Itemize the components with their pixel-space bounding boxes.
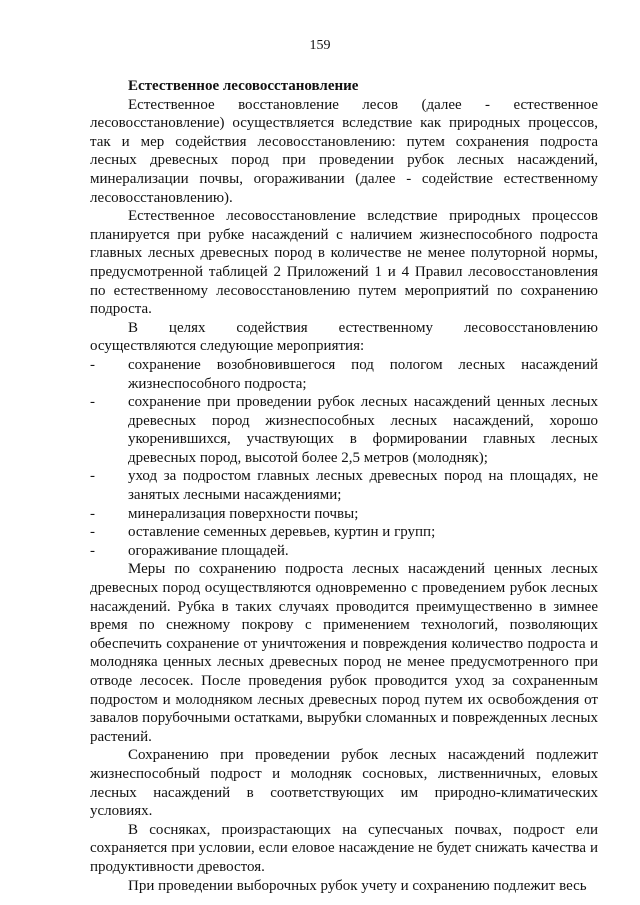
document-body — [90, 77, 598, 895]
list-item-text: сохранение возобновившегося под пологом лесных насаждений жизнеспособного подроста; — [128, 356, 598, 392]
bullet-marker: - — [90, 524, 95, 541]
bullet-marker: - — [90, 542, 95, 559]
bullet-marker: - — [90, 468, 95, 485]
bullet-marker: - — [90, 394, 95, 411]
list-item — [90, 505, 598, 524]
section-heading: Естественное лесовосстановление — [128, 78, 359, 94]
list-item — [90, 467, 598, 504]
bullet-marker: - — [90, 356, 95, 373]
paragraph: Естественное восстановление лесов (далее - естественное лесовосстановление) осуществляется вследствие как природных процессов, так и мер содействия лесовосстановлению: путем сохранения подроста лесных древесных пород при проведении рубок лесных насаждений, минерализации почвы, огораживании (далее - содействие естественному лесовосстановлению). — [90, 96, 598, 206]
list-item-text: уход за подростом главных лесных древесных пород на площадях, не занятых лесными насаждениями; — [128, 468, 598, 504]
paragraph: Меры по сохранению подроста лесных насаждений ценных лесных древесных пород осуществляются одновременно с проведением рубок лесных насаждений. Рубка в таких случаях проводится преимущественно в зимнее время по снежному покрову с применением технологий, позволяющих обеспечить сохранение от уничтожения и повреждения количество подроста и молодняка ценных лесных древесных пород не менее предусмотренного при отводе лесосек. После проведения рубок проводится уход за сохраненным подростом и молодняком лесных древесных пород путем их освобождения от завалов порубочными остатками, вырубки сломанных и поврежденных лесных растений. — [90, 561, 598, 745]
paragraph: Сохранению при проведении рубок лесных насаждений подлежит жизнеспособный подрост и молодняк сосновых, лиственничных, еловых лесных насаждений в соответствующих им природно-климатических условиях. — [90, 747, 598, 820]
paragraph: При проведении выборочных рубок учету и сохранению подлежит весь — [128, 877, 587, 894]
bullet-marker: - — [90, 505, 95, 522]
list-item-text: оставление семенных деревьев, куртин и групп; — [128, 524, 436, 541]
list-item — [90, 356, 598, 393]
list-item-text: минерализация поверхности почвы; — [128, 505, 359, 522]
list-item — [90, 393, 598, 467]
paragraph: Естественное лесовосстановление вследствие природных процессов планируется при рубке насаждений с наличием жизнеспособного подроста главных лесных древесных пород в количестве не менее полуторной нормы, предусмотренной таблицей 2 Приложений 1 и 4 Правил лесовосстановления по естественному лесовосстановлению путем мероприятий по сохранению подроста. — [90, 208, 598, 318]
paragraph: В сосняках, произрастающих на супесчаных почвах, подрост ели сохраняется при условии, если еловое насаждение не будет снижать качества и продуктивности древостоя. — [90, 821, 598, 875]
list-item-text: сохранение при проведении рубок лесных насаждений ценных лесных древесных пород жизнеспособных лесных насаждений, хорошо укоренившихся, участвующих в формировании главных лесных древесных пород, высотой более 2,5 метров (молодняк); — [128, 394, 598, 466]
page-number: 159 — [309, 38, 331, 53]
list-item-text: огораживание площадей. — [128, 542, 289, 559]
paragraph: В целях содействия естественному лесовосстановлению осуществляются следующие мероприятия: — [90, 319, 598, 355]
list-item — [90, 523, 598, 542]
list-item — [90, 542, 598, 561]
